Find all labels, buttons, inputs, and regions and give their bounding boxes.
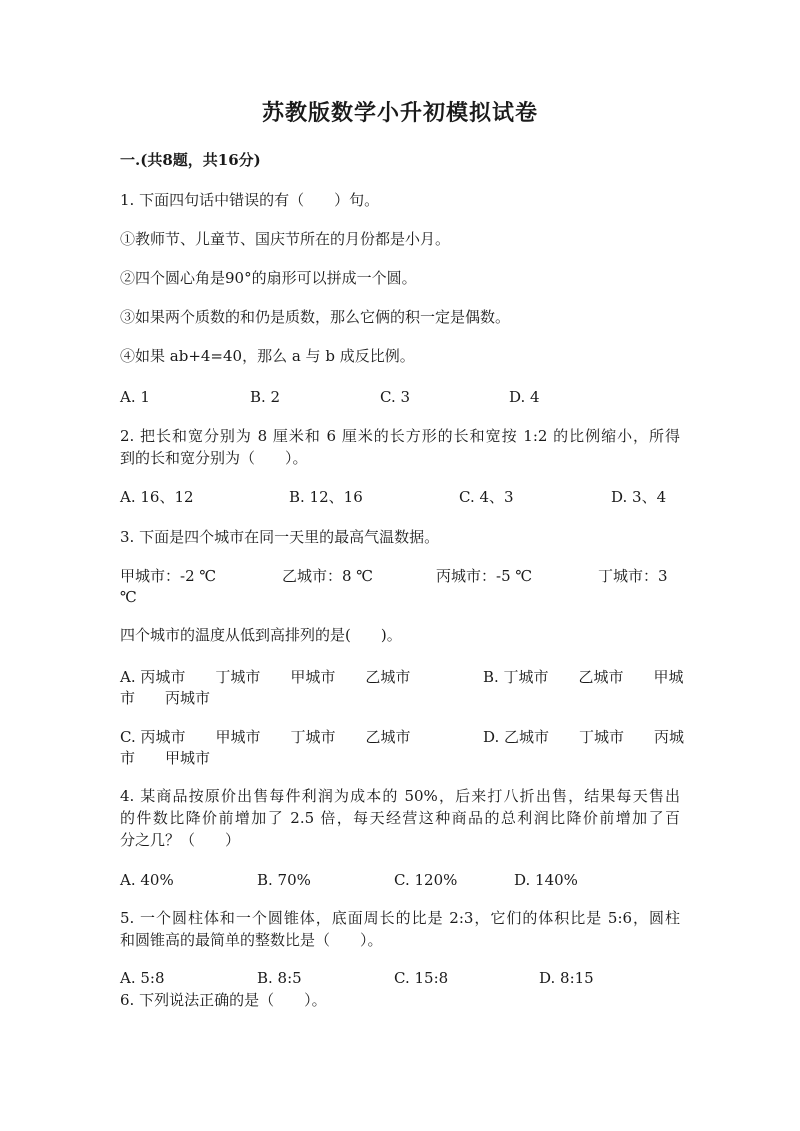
city-yi-temp: 乙城市：8 ℃: [282, 567, 374, 585]
city-jia-temp: 甲城市：-2 ℃: [120, 567, 217, 585]
question-2-option-c: C. 4、3: [459, 488, 514, 506]
question-5-stem-line-2: 和圆锥高的最简单的整数比是（ ）。: [120, 931, 383, 949]
question-3-option-a: A. 丙城市 丁城市 甲城市 乙城市: [120, 668, 411, 686]
question-2-option-d: D. 3、4: [611, 488, 667, 506]
question-5-stem-line-1: 5. 一个圆柱体和一个圆锥体，底面周长的比是 2:3，它们的体积比是 5:6，圆柱: [120, 909, 680, 927]
question-5-option-c: C. 15:8: [394, 969, 449, 987]
question-6-stem: 6. 下列说法正确的是（ ）。: [120, 991, 327, 1009]
question-1-option-b: B. 2: [250, 388, 281, 406]
question-4-option-a: A. 40%: [120, 871, 174, 889]
question-4-stem-line-2: 的件数比降价前增加了 2.5 倍，每天经营这种商品的总利润比降价前增加了百: [120, 809, 680, 827]
question-2-option-b: B. 12、16: [289, 488, 363, 506]
question-1-statement-4: ④如果 ab+4=40，那么 a 与 b 成反比例。: [120, 347, 415, 365]
question-3-option-d-wrap: 市 甲城市: [120, 749, 211, 767]
question-4-option-b: B. 70%: [257, 871, 311, 889]
question-4-stem-line-3: 分之几？（ ）: [120, 831, 241, 849]
question-4-stem-line-1: 4. 某商品按原价出售每件利润为成本的 50%，后来打八折出售，结果每天售出: [120, 787, 680, 805]
question-3-option-d: D. 乙城市 丁城市 丙城: [483, 728, 685, 746]
city-ding-unit: ℃: [120, 588, 137, 606]
page-title: 苏教版数学小升初模拟试卷: [261, 100, 538, 126]
question-4-option-d: D. 140%: [514, 871, 578, 889]
question-1-statement-1: ①教师节、儿童节、国庆节所在的月份都是小月。: [120, 230, 451, 248]
city-ding-temp: 丁城市：3: [598, 567, 668, 585]
question-2-stem-line-2: 到的长和宽分别为（ ）。: [120, 449, 308, 467]
question-1-statement-3: ③如果两个质数的和仍是质数，那么它俩的积一定是偶数。: [120, 308, 511, 326]
question-3-option-b: B. 丁城市 乙城市 甲城: [483, 668, 684, 686]
section-heading: 一.(共8题，共16分): [120, 151, 261, 169]
question-3-option-c: C. 丙城市 甲城市 丁城市 乙城市: [120, 728, 411, 746]
question-1-option-a: A. 1: [120, 388, 150, 406]
question-5-option-d: D. 8:15: [539, 969, 594, 987]
question-1-option-c: C. 3: [380, 388, 411, 406]
question-2-option-a: A. 16、12: [120, 488, 194, 506]
question-1-statement-2: ②四个圆心角是90°的扇形可以拼成一个圆。: [120, 269, 417, 287]
question-5-option-a: A. 5:8: [120, 969, 165, 987]
question-5-option-b: B. 8:5: [257, 969, 302, 987]
question-2-stem-line-1: 2. 把长和宽分别为 8 厘米和 6 厘米的长方形的长和宽按 1:2 的比例缩小，所得: [120, 427, 680, 445]
question-1-option-d: D. 4: [509, 388, 540, 406]
question-3-stem: 3. 下面是四个城市在同一天里的最高气温数据。: [120, 528, 440, 546]
question-1-stem: 1. 下面四句话中错误的有（ ）句。: [120, 191, 380, 209]
city-bing-temp: 丙城市：-5 ℃: [436, 567, 533, 585]
question-3-option-b-wrap: 市 丙城市: [120, 689, 211, 707]
question-4-option-c: C. 120%: [394, 871, 458, 889]
question-3-prompt: 四个城市的温度从低到高排列的是( )。: [120, 626, 402, 644]
